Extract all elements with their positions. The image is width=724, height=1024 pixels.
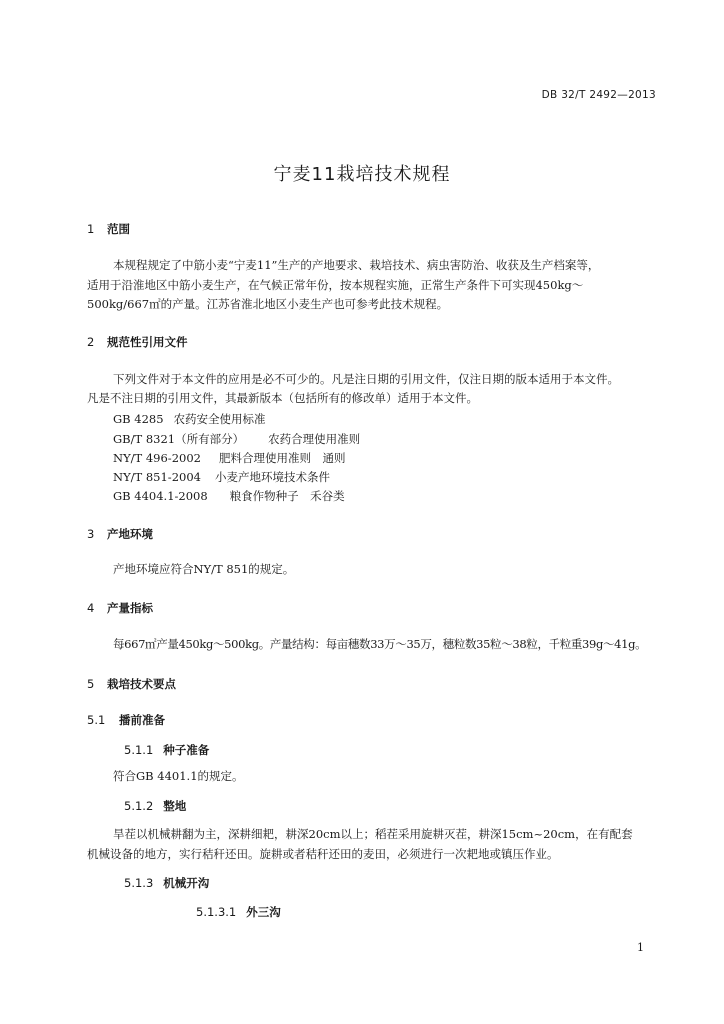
section-title: 外三沟 bbox=[246, 905, 281, 919]
section-5-1-heading bbox=[87, 712, 165, 728]
reference-item bbox=[113, 450, 345, 466]
reference-code: GB 4285 bbox=[113, 412, 164, 426]
reference-title: 粮食作物种子 禾谷类 bbox=[229, 489, 345, 503]
section-title: 产量指标 bbox=[107, 601, 153, 615]
section-1-para-line-1: 本规程规定了中筋小麦“宁麦11”生产的产地要求、栽培技术、病虫害防治、收获及生产档案等， bbox=[113, 258, 600, 272]
section-title: 范围 bbox=[107, 222, 130, 236]
section-title: 产地环境 bbox=[107, 527, 153, 541]
reference-item bbox=[113, 488, 345, 504]
section-3-heading bbox=[87, 526, 153, 542]
section-5-1-3-heading bbox=[124, 875, 209, 891]
section-1-para-line-2: 适用于沿淮地区中筋小麦生产，在气候正常年份，按本规程实施，正常生产条件下可实现450kg～ bbox=[87, 278, 584, 292]
section-1-para-line-3: 500kg/667㎡的产量。江苏省淮北地区小麦生产也可参考此技术规程。 bbox=[87, 297, 449, 311]
section-5-1-3-1-heading bbox=[196, 904, 281, 920]
reference-title: 肥料合理使用准则 通则 bbox=[218, 451, 346, 465]
section-number: 5.1.2 bbox=[124, 799, 154, 813]
section-number: 5.1.1 bbox=[124, 743, 154, 757]
section-2-heading bbox=[87, 334, 188, 350]
section-number: 2 bbox=[87, 335, 95, 349]
reference-item bbox=[113, 411, 266, 427]
section-number: 4 bbox=[87, 601, 95, 615]
reference-title: 农药安全使用标准 bbox=[173, 412, 266, 426]
page-number: 1 bbox=[637, 941, 644, 954]
section-3-para: 产地环境应符合NY/T 851的规定。 bbox=[113, 562, 295, 576]
section-2-para-line-2: 凡是不注日期的引用文件，其最新版本（包括所有的修改单）适用于本文件。 bbox=[87, 391, 478, 405]
section-5-1-2-para-line-1: 旱茬以机械耕翻为主，深耕细耙，耕深20cm以上；稻茬采用旋耕灭茬，耕深15cm~20cm，在有配套 bbox=[113, 827, 633, 841]
reference-code: NY/T 851-2004 bbox=[113, 470, 201, 484]
reference-code: NY/T 496-2002 bbox=[113, 451, 201, 465]
reference-title: 小麦产地环境技术条件 bbox=[214, 470, 330, 484]
section-title: 机械开沟 bbox=[163, 876, 210, 890]
section-5-1-2-para-line-2: 机械设备的地方，实行秸秆还田。旋耕或者秸秆还田的麦田，必须进行一次耙地或镇压作业。 bbox=[87, 847, 559, 861]
section-4-heading bbox=[87, 600, 153, 616]
reference-title: 农药合理使用准则 bbox=[268, 432, 361, 446]
document-title: 宁麦11栽培技术规程 bbox=[273, 164, 451, 185]
section-number: 5.1.3.1 bbox=[196, 905, 237, 919]
section-title: 整地 bbox=[163, 799, 187, 813]
section-title: 播前准备 bbox=[119, 713, 165, 727]
reference-item bbox=[113, 431, 360, 447]
section-5-1-1-heading bbox=[124, 742, 209, 758]
section-title: 种子准备 bbox=[163, 743, 210, 757]
reference-code: GB 4404.1-2008 bbox=[113, 489, 208, 503]
section-number: 5 bbox=[87, 677, 95, 691]
section-5-heading bbox=[87, 676, 176, 692]
section-5-1-1-para: 符合GB 4401.1的规定。 bbox=[113, 769, 244, 783]
section-4-para: 每667㎡产量450kg～500kg。产量结构：每亩穗数33万～35万，穗粒数35粒～38粒，千粒重39g～41g。 bbox=[113, 637, 647, 651]
section-title: 栽培技术要点 bbox=[107, 677, 176, 691]
section-1-heading bbox=[87, 221, 130, 237]
reference-item bbox=[113, 469, 330, 485]
standard-code: DB 32/T 2492—2013 bbox=[541, 89, 656, 101]
section-number: 5.1.3 bbox=[124, 876, 154, 890]
section-number: 3 bbox=[87, 527, 95, 541]
section-number: 1 bbox=[87, 222, 95, 236]
reference-code: GB/T 8321（所有部分） bbox=[113, 432, 245, 446]
section-2-para-line-1: 下列文件对于本文件的应用是必不可少的。凡是注日期的引用文件，仅注日期的版本适用于本文件。 bbox=[113, 372, 619, 386]
section-5-1-2-heading bbox=[124, 798, 186, 814]
section-title: 规范性引用文件 bbox=[107, 335, 188, 349]
section-number: 5.1 bbox=[87, 713, 106, 727]
